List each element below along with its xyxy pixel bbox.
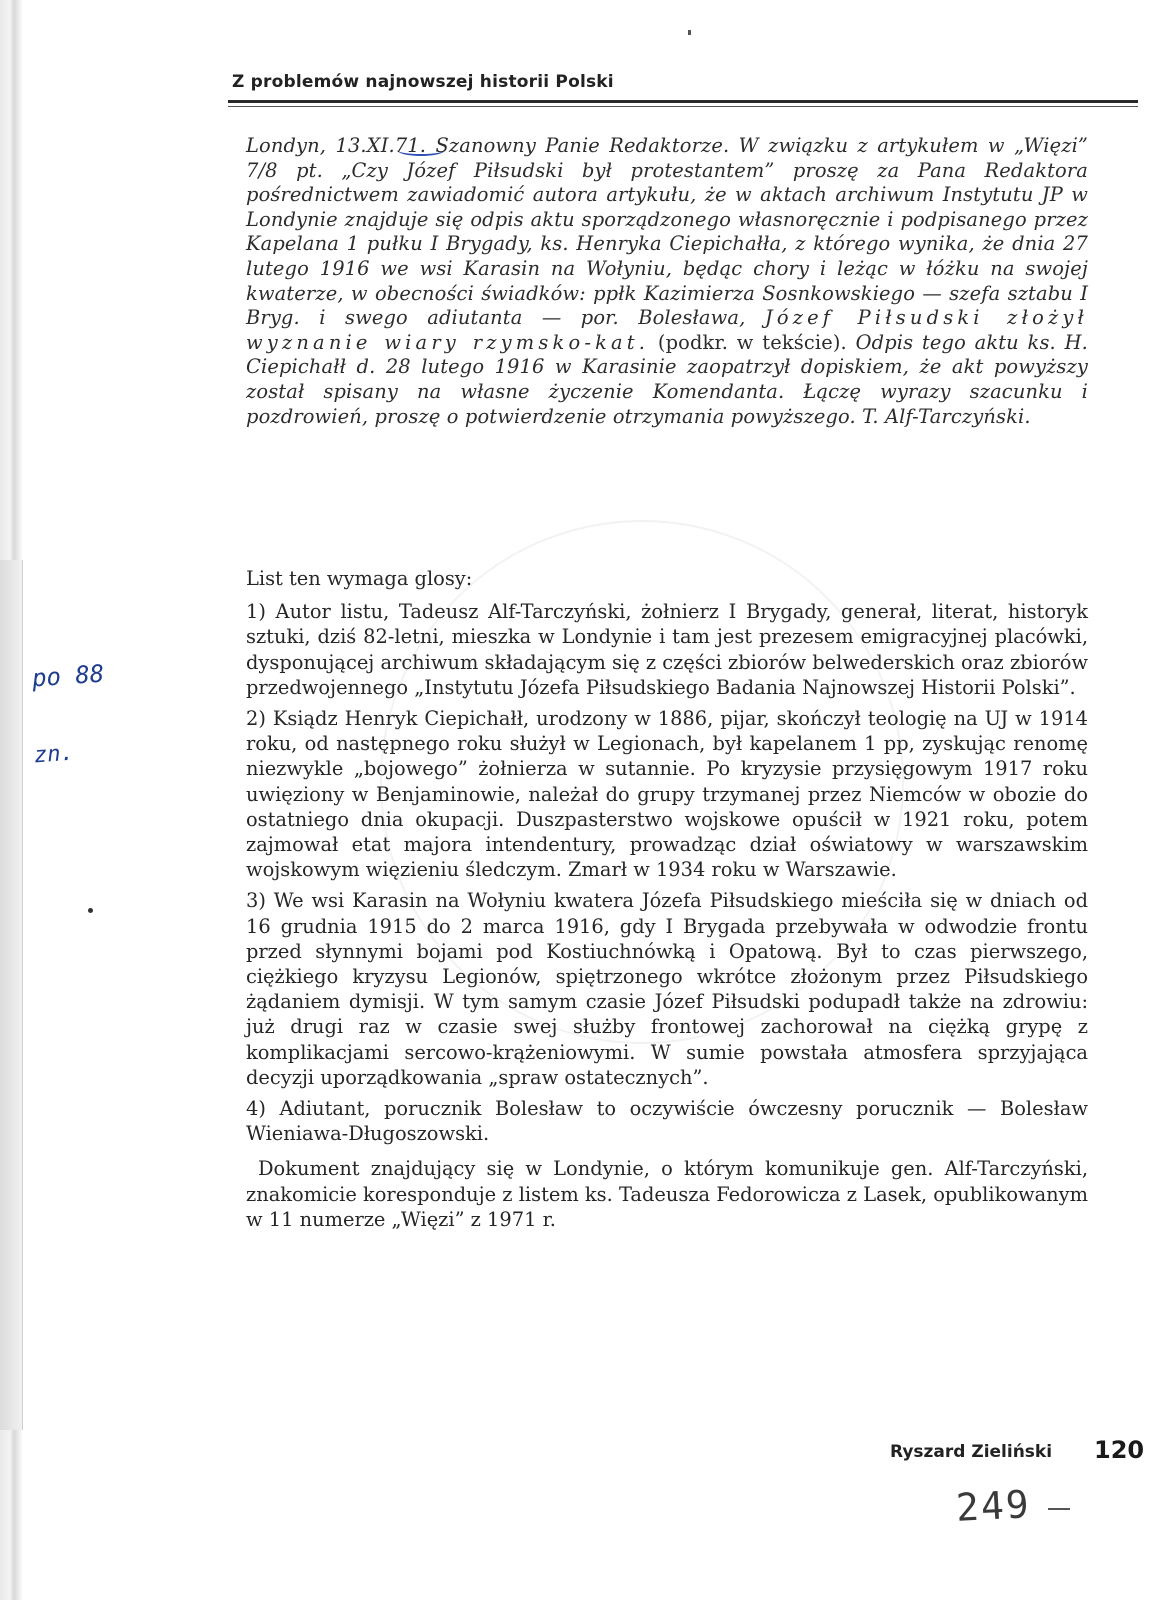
body-point-1: 1) Autor listu, Tadeusz Alf-Tarczyński, żołnierz I Brygady, generał, literat, historyk sztuki, dziś 82-letni, mieszka w Londynie i tam jest prezesem emigracyjnej placówki, dysponującej archiwum składającym się z części zbiorów belwederskich oraz zbiorów przedwojennego „Instytutu Józefa Piłsudskiego Badania Najnowszej Historii Polski”. [246,600,1088,699]
letter-text-end: Odpis tego aktu ks. H. Ciepichałł d. 28 lutego 1916 w Karasinie zaopatrzył dopiskiem, że akt powyższy został spisany na własne życzenie Komendanta. Łączę wyrazy szacunku i pozdrowień, proszę o potwierdzenie otrzymania powyższego. T. Alf-Tarczyński. [246,330,1088,428]
author-signature: Ryszard Zieliński [890,1442,1053,1462]
handwritten-dash [1048,1508,1070,1510]
letter-emphasized-text: Józef Piłsudski złożył wyznanie wiary rzymsko-kat. [246,306,1088,354]
header-rule [228,100,1138,103]
scan-speck-margin [88,908,93,913]
page-number: 120 [1094,1436,1145,1464]
article-body [246,566,1088,1238]
letter-emphasis-note: (podkr. w tekście). [657,330,847,354]
margin-handwritten-note-1: po 88 [31,659,106,693]
letter-text-start: Londyn, 13.XI.71. Szanowny Panie Redaktorze. W związku z artykułem w „Więzi” 7/8 pt. „Czy Józef Piłsudski był protestantem” proszę za Pana Redaktora pośrednictwem zawiadomić autora artykułu, że w aktach archiwum Instytutu JP w Londynie znajduje się odpis aktu sporządzonego własnoręcznie i podpisanego przez Kapelana 1 pułku I Brygady, ks. Henryka Ciepichałła, z którego wynika, że dnia 27 lutego 1916 we wsi Karasin na Wołyniu, będąc chory i leżąc w łóżku na swojej kwaterze, w obecności świadków: ppłk Kazimierza Sosnkowskiego — szefa sztabu I Bryg. i swego adiutanta — por. Bolesława, [246,134,1088,330]
quoted-letter [246,134,1088,429]
header-rule-thin [228,106,1138,107]
body-intro: List ten wymaga glosy: [246,567,473,590]
handwritten-archive-number: 249 [954,1482,1032,1530]
scan-speck [688,30,691,35]
body-conclusion: Dokument znajdujący się w Londynie, o którym komunikuje gen. Alf-Tarczyński, znakomicie koresponduje z listem ks. Tadeusza Fedorowicza z Lasek, opublikowanym w 11 numerze „Więzi” z 1971 r. [246,1157,1088,1231]
body-point-3: 3) We wsi Karasin na Wołyniu kwatera Józefa Piłsudskiego mieściła się w dniach od 16 grudnia 1915 do 2 marca 1916, gdy I Brygada przebywała w odwodzie frontu przed słynnymi bojami pod Kostiuchnówką i Opatową. Był to czas pierwszego, ciężkiego kryzysu Legionów, spiętrzonego wkrótce złożonym przez Piłsudskiego żądaniem dymisji. W tym samym czasie Józef Piłsudski podupadł także na zdrowiu: już drugi raz w czasie swej służby frontowej zachorował na ciężką grypę z komplikacjami sercowo-krążeniowymi. W sumie powstała atmosfera sprzyjająca decyzji uporządkowania „spraw ostatecznych”. [246,889,1088,1089]
running-header: Z problemów najnowszej historii Polski [232,72,614,92]
margin-handwritten-note-2: zn. [33,740,75,769]
body-point-4: 4) Adiutant, porucznik Bolesław to oczywiście ówczesny porucznik — Bolesław Wieniawa-Długoszowski. [246,1097,1088,1146]
body-point-2: 2) Ksiądz Henryk Ciepichałł, urodzony w 1886, pijar, skończył teologię na UJ w 1914 roku, od następnego roku służył w Legionach, był kapelanem 1 pp, zyskując renomę niezwykle „bojowego” żołnierza w sutannie. Po kryzysie przysięgowym 1917 roku uwięziony w Benjaminowie, należał do grupy trzymanej przez Niemców w obozie do ostatniego dnia okupacji. Duszpasterstwo wojskowe opuścił w 1921 roku, potem zajmował etat majora intendentury, prowadząc dział oświatowy w warszawskim wojskowym więzieniu śledczym. Zmarł w 1934 roku w Warszawie. [246,707,1088,882]
